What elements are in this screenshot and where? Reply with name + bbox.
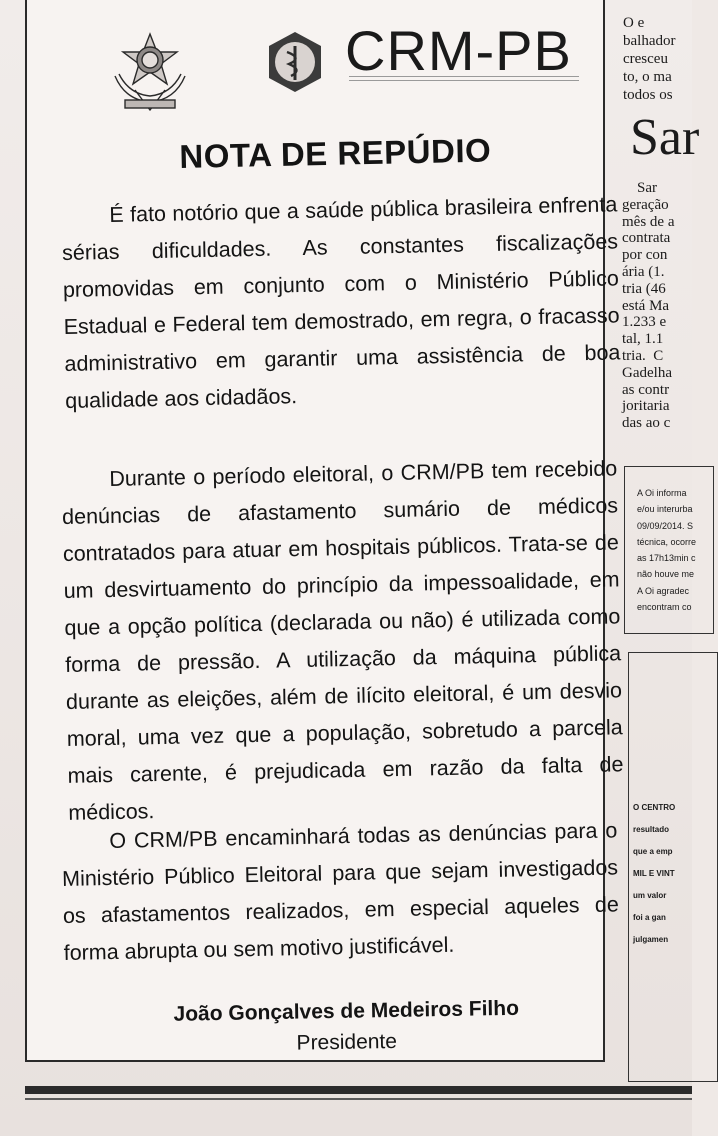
adjacent-headline: Sar [630,109,700,166]
brand-subtitle-rule [349,76,579,81]
adjacent-centro-text: O CENTRO resultado que a emp MIL E VINT um valor foi a gan julgamen [633,803,676,944]
signatory-name: João Gonçalves de Medeiros Filho [173,996,520,1026]
crm-caduceus-logo-icon [263,30,327,94]
coat-of-arms-icon [105,30,195,116]
adjacent-centro-notice-box [628,652,718,1082]
notice-paragraph-2: Durante o período eleitoral, o CRM/PB tem recebido denúncias de afastamento sumário de médicos contratados para atuar em hospitais públicos. Trata-se de um desvirtuamento do princípio da impessoalidade, em que a opção política (declarada ou não) é utilizada como forma de pressão. A utilização da máquina pública durante as eleições, além de ilícito eleitoral, é um desvio moral, uma vez que a população, sobretudo a parcela mais carente, é prejudicada em razão da falta de médicos. [61,456,624,825]
signatory-role: Presidente [296,1029,398,1055]
adjacent-oi-notice-box: A Oi informa e/ou interurba 09/09/2014. S técnica, ocorre as 17h13min c não houve me A Oi agradec encontram co [624,466,714,634]
crm-pb-brand: CRM-PB [345,19,572,82]
notice-title: NOTA DE REPÚDIO [179,131,492,175]
notice-paragraph-1: É fato notório que a saúde pública brasileira enfrenta sérias dificuldades. As constantes fiscalizações promovidas em conjunto com o Ministério Público Estadual e Federal tem demostrado, em regra, o fracasso administrativo em garantir uma assistência de boa qualidade aos cidadãos. [61,192,621,413]
repudiation-notice [25,0,624,1062]
adjacent-body-text: Sar geração mês de a contrata por con ária (1. tria (46 está Ma 1.233 e tal, 1.1 tria. C Gadelha as contr joritaria das ao c [622,180,675,432]
adjacent-column [618,0,700,1090]
bottom-rule-thin [25,1098,692,1100]
adjacent-top-text: O e balhador cresceu to, o ma todos os [623,15,676,103]
signature-block [161,994,532,1062]
notice-paragraph-3: O CRM/PB encaminhará todas as denúncias para o Ministério Público Eleitoral para que sejam investigados os afastamentos realizados, em especial aqueles de forma abrupta ou sem motivo justificável. [61,818,620,965]
bottom-rule [25,1086,692,1094]
